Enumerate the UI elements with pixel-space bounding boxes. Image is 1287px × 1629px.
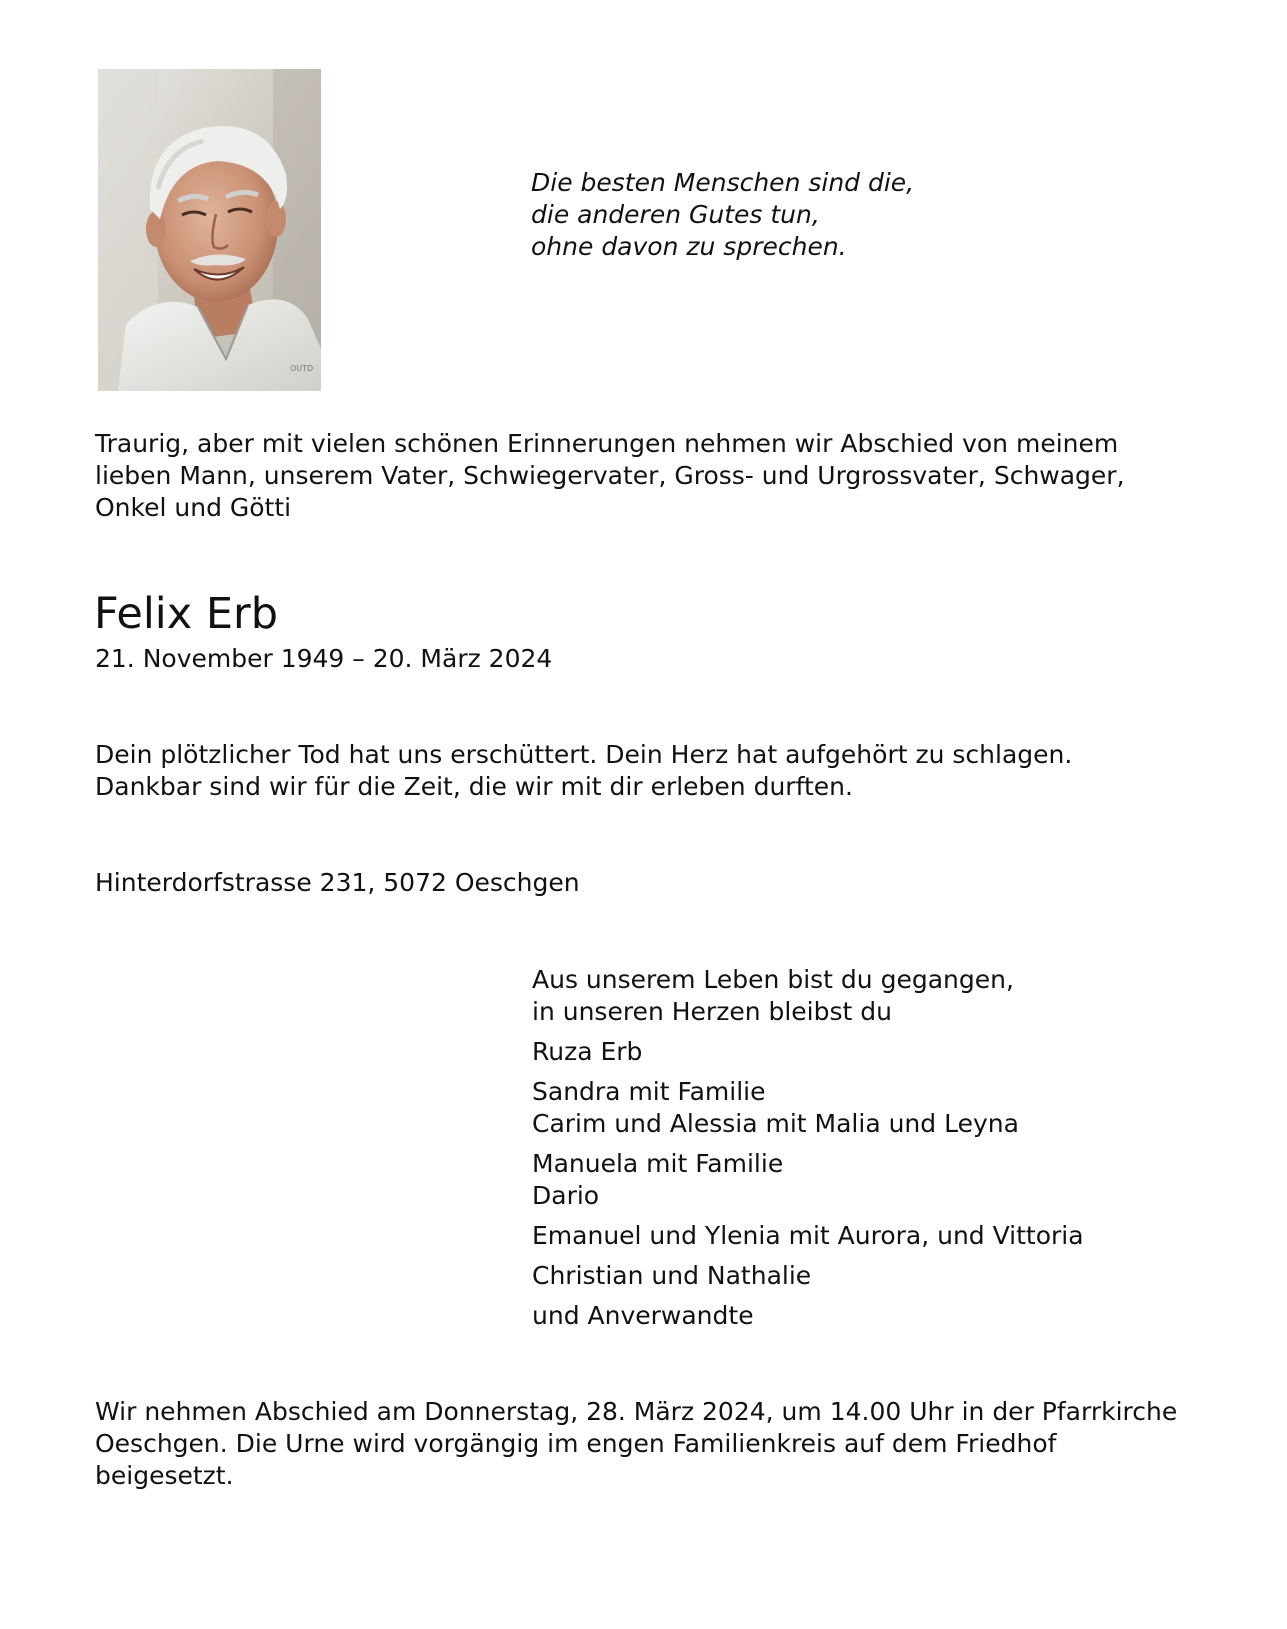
intro-line: Traurig, aber mit vielen schönen Erinnerungen nehmen wir Abschied von meinem [95, 429, 1119, 458]
mourner-name: Emanuel und Ylenia mit Aurora, und Vittoria [532, 1221, 1084, 1250]
mourner-name: Christian und Nathalie [532, 1261, 812, 1290]
intro-text [95, 428, 1125, 524]
mourner-name: Carim und Alessia mit Malia und Leyna [532, 1109, 1019, 1138]
mourner-group [532, 1300, 1084, 1332]
farewell-text [95, 1396, 1177, 1492]
mourner-name: Dario [532, 1181, 600, 1210]
mourner-name: und Anverwandte [532, 1301, 754, 1330]
intro-line: lieben Mann, unserem Vater, Schwiegervater, Gross- und Urgrossvater, Schwager, [95, 461, 1125, 490]
mourner-group [532, 1220, 1084, 1252]
quote [531, 167, 914, 263]
farewell-line: Oeschgen. Die Urne wird vorgängig im engen Familienkreis auf dem Friedhof [95, 1429, 1057, 1458]
mourners-list [532, 964, 1084, 1340]
message-line: Dankbar sind wir für die Zeit, die wir mit dir erleben durften. [95, 772, 853, 801]
quote-line: die anderen Gutes tun, [531, 200, 820, 229]
farewell-line: Wir nehmen Abschied am Donnerstag, 28. März 2024, um 14.00 Uhr in der Pfarrkirche [95, 1397, 1178, 1426]
mourners-verse [532, 964, 1084, 1028]
mourner-group [532, 1036, 1084, 1068]
shirt-text: OUTD [290, 364, 314, 373]
mourner-name: Manuela mit Familie [532, 1149, 784, 1178]
quote-line: ohne davon zu sprechen. [531, 232, 847, 261]
quote-line: Die besten Menschen sind die, [531, 168, 915, 197]
message-text [95, 739, 1072, 803]
farewell-line: beigesetzt. [95, 1461, 234, 1490]
address: Hinterdorfstrasse 231, 5072 Oeschgen [95, 868, 580, 897]
mourner-group [532, 1076, 1084, 1140]
verse-line: in unseren Herzen bleibst du [532, 997, 892, 1026]
life-dates: 21. November 1949 – 20. März 2024 [95, 644, 553, 673]
mourner-name: Ruza Erb [532, 1037, 643, 1066]
intro-line: Onkel und Götti [95, 493, 292, 522]
mourner-name: Sandra mit Familie [532, 1077, 766, 1106]
mourner-group [532, 1260, 1084, 1292]
deceased-name: Felix Erb [94, 589, 278, 639]
verse-line: Aus unserem Leben bist du gegangen, [532, 965, 1014, 994]
message-line: Dein plötzlicher Tod hat uns erschüttert. Dein Herz hat aufgehört zu schlagen. [95, 740, 1073, 769]
portrait-photo [98, 69, 321, 391]
mourner-group [532, 1148, 1084, 1212]
